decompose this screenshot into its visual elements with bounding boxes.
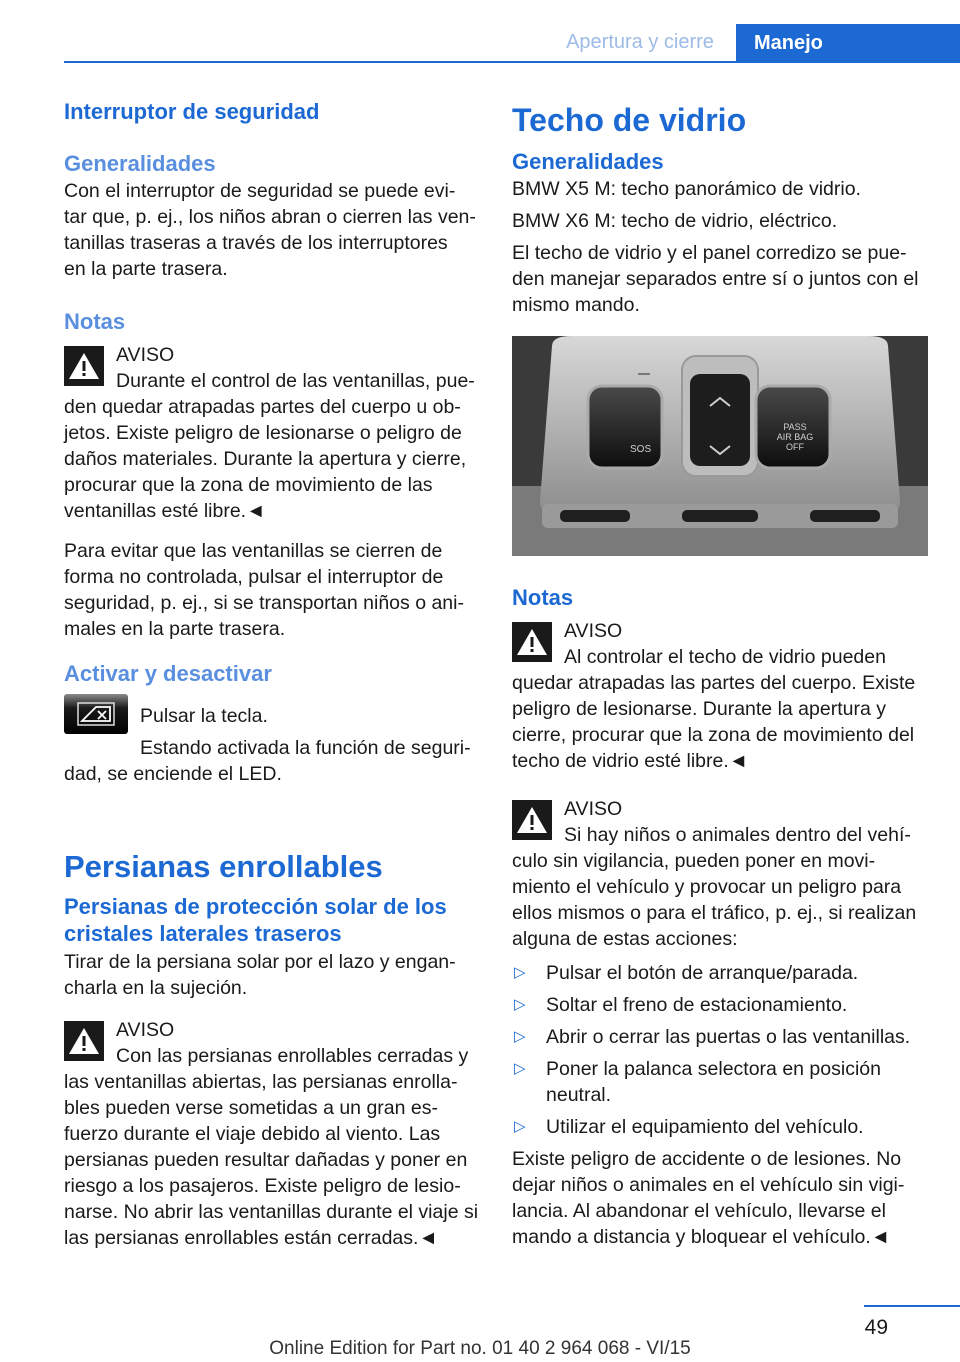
subheading-generalidades: Generalidades [512, 149, 664, 174]
section-title-interruptor: Interruptor de seguridad [64, 99, 320, 124]
subheading-persianas-proteccion: Persianas de protección solar de los cristales laterales traseros [64, 894, 447, 946]
bullet-triangle-icon: ▷ [514, 964, 526, 981]
list-item: ▷ Poner la palanca selectora en posición neutral. [514, 1058, 881, 1106]
warning-text: Durante el control de las ventanillas, pue- den quedar atrapadas partes del cuerpo u ob- jetos. Existe peligro de lesionarse o peligro de daños materiales. Durante la apertura y cierre, procurar que la zona de movimiento de las ventanillas esté libre.◄ [64, 370, 475, 522]
subheading-notas: Notas [512, 585, 574, 610]
list-item: ▷ Soltar el freno de estacionamiento. [514, 994, 848, 1016]
bullet-triangle-icon: ▷ [514, 996, 526, 1013]
warning-block-techo [512, 618, 930, 774]
list-item: ▷ Abrir o cerrar las puertas o las ventanillas. [514, 1026, 911, 1048]
paragraph-tirar: Tirar de la persiana solar por el lazo y engan- charla en la sujeción. [64, 951, 456, 999]
warning-block-ventanillas [64, 342, 494, 524]
subheading-activar: Activar y desactivar [64, 661, 272, 686]
paragraph-evitar: Para evitar que las ventanillas se cierren de forma no controlada, pulsar el interruptor de seguridad, p. ej., si se transportan niños o ani- males en la parte trasera. [64, 540, 464, 640]
paragraph-activada: Estando activada la función de seguri- dad, se enciende el LED. [64, 737, 471, 785]
subheading-notas: Notas [64, 309, 126, 334]
warning-triangle-icon [64, 346, 104, 386]
warning-triangle-icon [64, 1021, 104, 1061]
paragraph-pulsar: Pulsar la tecla. [140, 705, 268, 727]
section-title-persianas: Persianas enrollables [64, 849, 383, 884]
footer-rule [864, 1305, 960, 1307]
right-column [512, 98, 930, 1250]
action-list [512, 960, 930, 1140]
header-tab-apertura: Apertura y cierre [566, 31, 714, 53]
subheading-generalidades: Generalidades [64, 151, 216, 176]
warning-label: AVISO [564, 620, 623, 642]
list-item: ▷ Utilizar el equipamiento del vehículo. [514, 1116, 864, 1138]
paragraph-peligro: Existe peligro de accidente o de lesiones. No dejar niños o animales en el vehículo sin vigi- lancia. Al abandonar el vehículo, llevarse el mando a distancia y bloquear el vehículo.◄ [512, 1148, 905, 1248]
button-instruction [64, 694, 494, 787]
warning-text: Al controlar el techo de vidrio pueden quedar atrapadas las partes del cuerpo. Existe peligro de lesionarse. Durante la apertura y cierre, procurar que la zona de movimiento del techo de vidrio esté libre.◄ [512, 646, 916, 772]
window-lock-button-icon [64, 694, 128, 734]
edition-footer: Online Edition for Part no. 01 40 2 964 068 - VI/15 [269, 1338, 691, 1359]
list-item: ▷ Pulsar el botón de arranque/parada. [514, 962, 859, 984]
sos-button-label: SOS [630, 444, 652, 455]
warning-label: AVISO [564, 798, 623, 820]
roof-control-photo [512, 336, 928, 556]
bullet-triangle-icon: ▷ [514, 1060, 526, 1077]
warning-block-ninos [512, 796, 930, 952]
warning-label: AVISO [116, 344, 175, 366]
warning-block-persianas [64, 1017, 494, 1251]
warning-triangle-icon [512, 800, 552, 840]
warning-text: Con las persianas enrollables cerradas y las ventanillas abiertas, las persianas enrolla- bles pueden verse sometidas a un gran es- fuerzo durante el viaje debido al viento. Las persianas pueden resultar dañadas y poner en riesgo a los pasajeros. Existe peligro de lesio- narse. No abrir las ventanillas durante el viaje si las persianas enrollables están cerradas.◄ [64, 1045, 479, 1249]
airbag-off-label: PASS AIR BAG OFF [776, 422, 814, 452]
header-tab-manejo: Manejo [736, 24, 960, 63]
header-rule [64, 61, 960, 63]
page-number: 49 [864, 1316, 888, 1339]
paragraph-interruptor-general: Con el interruptor de seguridad se puede evi- tar que, p. ej., los niños abran o cierren las ven- tanillas traseras a través de los interruptores en la parte trasera. [64, 180, 476, 280]
paragraph-techo-general: El techo de vidrio y el panel corredizo se pue- den manejar separados entre sí o juntos con el mismo mando. [512, 242, 919, 316]
paragraph-x5: BMW X5 M: techo panorámico de vidrio. [512, 178, 861, 200]
warning-text: Si hay niños o animales dentro del vehí- culo sin vigilancia, pueden poner en movi- miento el vehículo y provocar un peligro para ellos mismos o para el tráfico, p. ej., si realizan alguna de estas acciones: [512, 824, 917, 950]
warning-triangle-icon [512, 622, 552, 662]
bullet-triangle-icon: ▷ [514, 1028, 526, 1045]
bullet-triangle-icon: ▷ [514, 1118, 526, 1135]
left-column [64, 98, 494, 1251]
section-title-techo: Techo de vidrio [512, 102, 747, 138]
warning-label: AVISO [116, 1019, 175, 1041]
paragraph-x6: BMW X6 M: techo de vidrio, eléctrico. [512, 210, 838, 232]
